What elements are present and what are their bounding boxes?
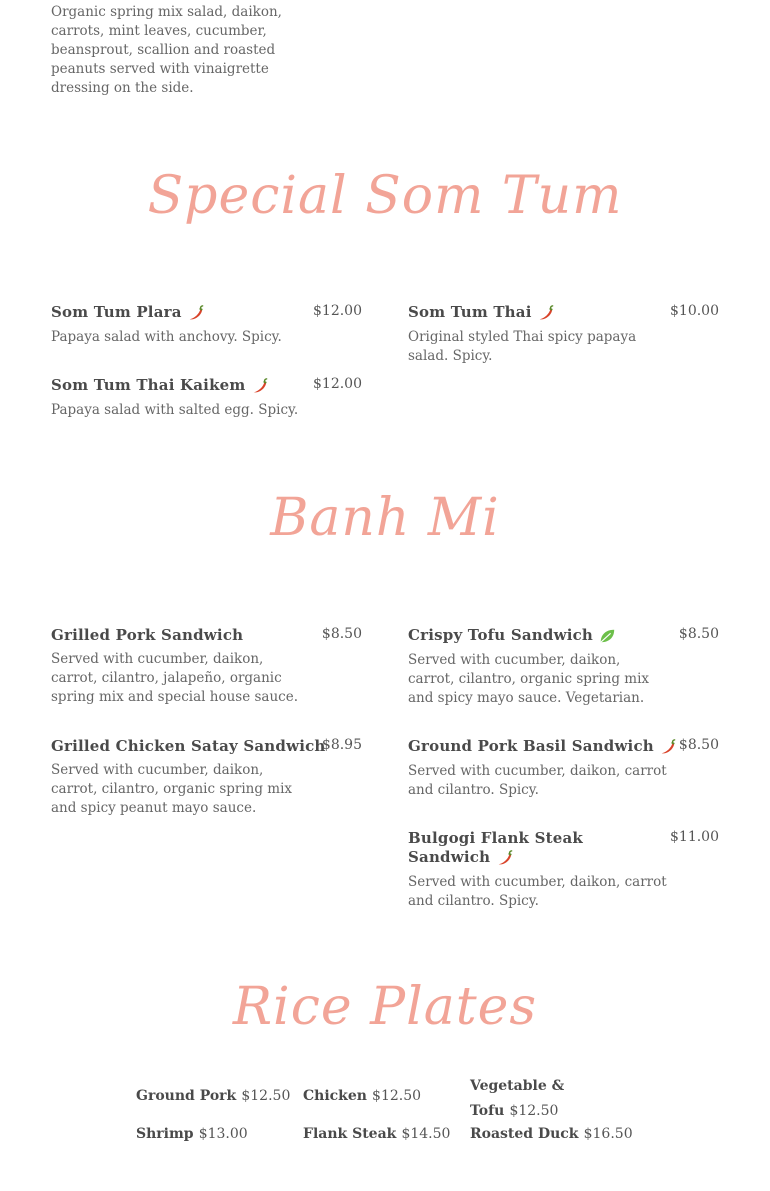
item-description: Served with cucumber, daikon, carrot, cilantro, jalapeño, organic spring mix and special house sauce. (51, 651, 299, 705)
chili-icon (187, 304, 205, 322)
menu-item (51, 376, 362, 420)
rice-name: Shrimp (136, 1126, 194, 1142)
item-description: Served with cucumber, daikon, carrot and cilantro. Spicy. (408, 874, 667, 909)
chili-icon (659, 738, 677, 756)
rice-item (303, 1085, 421, 1104)
chili-icon (496, 849, 514, 867)
section-title-banh-mi: Banh Mi (270, 488, 500, 548)
item-price: $12.00 (313, 376, 362, 392)
item-price: $10.00 (670, 303, 719, 319)
menu-item (408, 737, 719, 800)
rice-name: Vegetable & Tofu (470, 1078, 565, 1119)
item-name: Som Tum Plara (51, 303, 362, 322)
section-title-rice-plates: Rice Plates (232, 977, 538, 1037)
item-name: Som Tum Thai Kaikem (51, 376, 362, 395)
rice-item (136, 1085, 290, 1104)
chili-icon (537, 304, 555, 322)
item-description: Served with cucumber, daikon, carrot and cilantro. Spicy. (408, 763, 667, 798)
rice-item (470, 1123, 633, 1142)
rice-price: $13.00 (198, 1126, 248, 1142)
item-price: $8.95 (321, 737, 362, 753)
menu-item (408, 303, 719, 366)
item-name: Som Tum Thai (408, 303, 719, 322)
item-name: Grilled Chicken Satay Sandwich (51, 737, 326, 755)
item-description: Original styled Thai spicy papaya salad. Spicy. (408, 329, 637, 364)
rice-price: $16.50 (583, 1126, 633, 1142)
item-name: Crispy Tofu Sandwich (408, 626, 719, 645)
rice-item (303, 1123, 450, 1142)
item-price: $8.50 (678, 626, 719, 642)
rice-name: Chicken (303, 1088, 367, 1104)
menu-item (51, 626, 362, 707)
rice-name: Roasted Duck (470, 1126, 579, 1142)
item-name: Ground Pork Basil Sandwich (408, 737, 719, 756)
item-description: Served with cucumber, daikon, carrot, cilantro, organic spring mix and spicy mayo sauce. Vegetarian. (408, 652, 650, 706)
item-price: $8.50 (321, 626, 362, 642)
menu-item (408, 829, 719, 911)
rice-price: $12.50 (509, 1103, 559, 1119)
item-price: $8.50 (678, 737, 719, 753)
section-title-som-tum: Special Som Tum (147, 166, 623, 226)
rice-price: $14.50 (401, 1126, 451, 1142)
cut-description: Organic spring mix salad, daikon, carrots, mint leaves, cucumber, beansprout, scallion and roasted peanuts served with vinaigrette dressing on the side. (51, 4, 282, 96)
leaf-icon (598, 627, 616, 645)
item-description: Papaya salad with salted egg. Spicy. (51, 402, 299, 418)
rice-price: $12.50 (372, 1088, 422, 1104)
item-description: Papaya salad with anchovy. Spicy. (51, 329, 282, 345)
item-price: $12.00 (313, 303, 362, 319)
item-price: $11.00 (670, 829, 719, 845)
rice-item (470, 1073, 600, 1123)
rice-price: $12.50 (241, 1088, 291, 1104)
menu-item (408, 626, 719, 708)
rice-item (136, 1123, 248, 1142)
menu-item (51, 303, 362, 347)
item-name: Grilled Pork Sandwich (51, 626, 244, 644)
item-name: Bulgogi Flank Steak Sandwich (408, 829, 583, 866)
chili-icon (251, 377, 269, 395)
rice-name: Flank Steak (303, 1126, 397, 1142)
rice-name: Ground Pork (136, 1088, 237, 1104)
menu-item (51, 737, 362, 818)
item-description: Served with cucumber, daikon, carrot, cilantro, organic spring mix and spicy peanut mayo sauce. (51, 762, 293, 816)
